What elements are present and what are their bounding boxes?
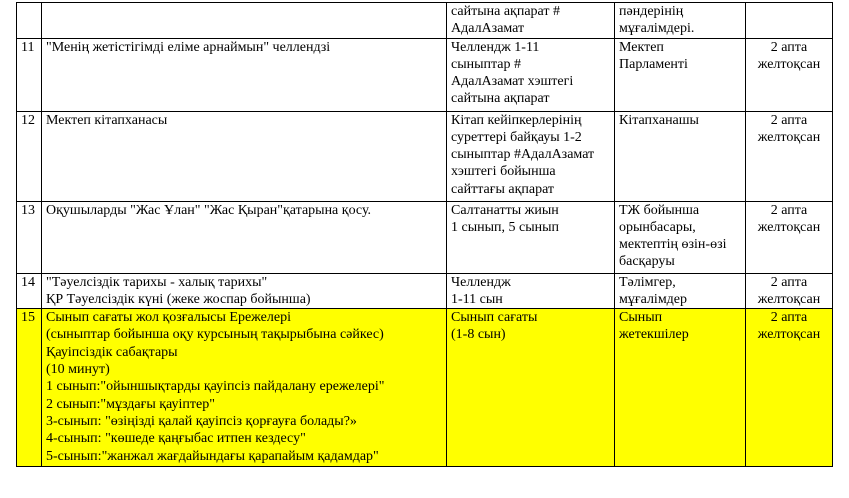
cell-text-line: 3-сынып: "өзіңізді қалай қауіпсіз қорғауға болады?» (46, 413, 357, 429)
cell-text-line: Мектеп кітапханасы (46, 112, 168, 128)
cell-number (17, 273, 42, 309)
cell-number (17, 201, 42, 273)
cell-text-line: 2 апта (770, 202, 808, 218)
cell-text-line: Сынып сағаты (451, 310, 538, 326)
cell-text-line: ТЖ бойынша (619, 202, 700, 218)
cell-text-line: (сыныптар бойынша оқу курсының тақырыбына сәйкес) (46, 327, 384, 343)
table-row (17, 38, 833, 111)
cell-text-line: 2 сынып:"мұздағы қауіптер" (46, 396, 215, 412)
cell-responsible (615, 273, 746, 309)
cell-text-line: АдалАзамат (451, 21, 525, 37)
cell-text-line: басқаруы (619, 254, 675, 270)
cell-event (42, 309, 447, 467)
cell-text-line: 1 сынып:"ойыншықтарды қауіпсіз пайдалану ережелері" (46, 379, 385, 395)
cell-event (42, 273, 447, 309)
cell-format (447, 38, 615, 111)
cell-text-line: хэштегі бойынша (451, 164, 556, 180)
cell-text-line: Мектеп (619, 39, 664, 55)
cell-text-line: 2 апта (770, 274, 808, 290)
cell-text-line: ҚР Тәуелсіздік күні (жеке жоспар бойынша) (46, 291, 311, 307)
cell-text-line: Челлендж (451, 274, 511, 290)
cell-responsible (615, 201, 746, 273)
cell-text-line: (1-8 сын) (451, 327, 506, 343)
cell-text-line: (10 минут) (46, 362, 110, 378)
cell-term (746, 111, 833, 201)
cell-text-line: мұғалімдері. (619, 21, 695, 37)
cell-term (746, 38, 833, 111)
cell-term (746, 273, 833, 309)
row-number: 11 (21, 39, 35, 55)
cell-text-line: 2 апта (770, 310, 808, 326)
cell-event (42, 3, 447, 39)
cell-term (746, 3, 833, 39)
row-number: 15 (21, 310, 35, 326)
cell-number (17, 111, 42, 201)
cell-text-line: 4-сынып: "көшеде қаңғыбас итпен кездесу" (46, 431, 306, 447)
cell-text-line: желтоқсан (757, 327, 821, 343)
cell-text-line: Парламенті (619, 56, 688, 72)
cell-format (447, 309, 615, 467)
cell-text-line: Сынып (619, 310, 663, 326)
cell-text-line: Салтанатты жиын (451, 202, 559, 218)
cell-responsible (615, 309, 746, 467)
cell-text-line: суреттері байқауы 1-2 (451, 129, 582, 145)
cell-format (447, 201, 615, 273)
cell-text-line: мұғалімдер (619, 291, 688, 307)
cell-text-line: АдалАзамат хэштегі (451, 74, 574, 90)
cell-text-line: желтоқсан (757, 219, 821, 235)
cell-term (746, 309, 833, 467)
row-number: 13 (21, 202, 35, 218)
cell-text-line: Челлендж 1-11 (451, 39, 540, 55)
cell-text-line: мектептің өзін-өзі (619, 237, 727, 253)
cell-responsible (615, 38, 746, 111)
cell-event (42, 201, 447, 273)
cell-text-line: жетекшілер (619, 327, 689, 343)
row-number: 12 (21, 112, 35, 128)
cell-text-line: сайттағы ақпарат (451, 181, 555, 197)
cell-text-line: сыныптар # (451, 56, 522, 72)
cell-event (42, 111, 447, 201)
cell-text-line: 1-11 сын (451, 291, 503, 307)
cell-text-line: 2 апта (770, 39, 808, 55)
cell-text-line: пәндерінің (619, 4, 684, 19)
cell-text-line: 2 апта (770, 112, 808, 128)
cell-text-line: сайтына ақпарат (451, 91, 550, 107)
table-row (17, 273, 833, 309)
cell-format (447, 3, 615, 39)
cell-format (447, 273, 615, 309)
table-row (17, 201, 833, 273)
cell-text-line: орынбасары, (619, 219, 696, 235)
table-row (17, 309, 833, 467)
cell-text-line: Кітап кейіпкерлерінің (451, 112, 582, 128)
cell-number (17, 3, 42, 39)
cell-term (746, 201, 833, 273)
cell-event (42, 38, 447, 111)
cell-text-line: сыныптар #АдалАзамат (451, 147, 595, 163)
row-number: 14 (21, 274, 35, 290)
cell-text-line: Сынып сағаты жол қозғалысы Ережелері (46, 310, 291, 326)
cell-text-line: Қауіпсіздік сабақтары (46, 344, 178, 360)
table-row (17, 111, 833, 201)
cell-text-line: Тәлімгер, (619, 274, 676, 290)
cell-text-line: 5-сынып:"жанжал жағдайындағы қарапайым қадамдар" (46, 448, 379, 464)
cell-format (447, 111, 615, 201)
cell-responsible (615, 3, 746, 39)
cell-text-line: Оқушыларды "Жас Ұлан" "Жас Қыран"қатарына қосу. (46, 202, 372, 218)
table-body (17, 3, 833, 467)
cell-responsible (615, 111, 746, 201)
cell-text-line: "Тәуелсіздік тарихы - халық тарихы" (46, 274, 268, 290)
cell-text-line: желтоқсан (757, 291, 821, 307)
cell-text-line: 1 сынып, 5 сынып (451, 219, 560, 235)
cell-text-line: Кітапханашы (619, 112, 699, 128)
cell-number (17, 38, 42, 111)
events-plan-table (16, 2, 833, 467)
cell-text-line: желтоқсан (757, 56, 821, 72)
cell-text-line: сайтына ақпарат # (451, 4, 561, 19)
cell-text-line: желтоқсан (757, 129, 821, 145)
table-row (17, 3, 833, 39)
cell-text-line: "Менің жетістігімді еліме арнаймын" челлендзі (46, 39, 331, 55)
cell-number (17, 309, 42, 467)
